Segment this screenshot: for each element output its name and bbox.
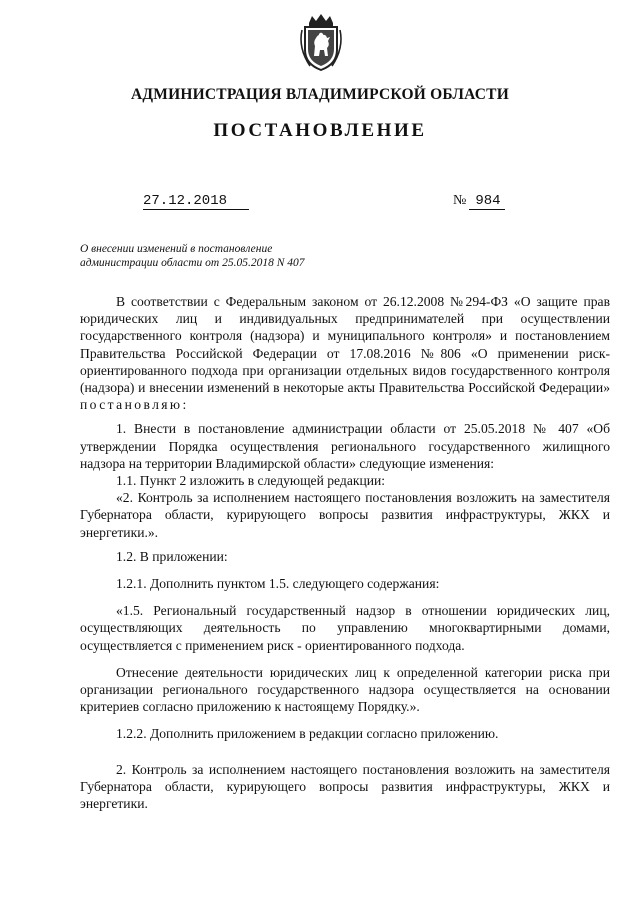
paragraph-1-2-1-quote-b: Отнесение деятельности юридических лиц к определенной категории риска при организации регионального государственного надзора осуществляется на основании критериев согласно приложению к настоящему Порядку.».	[80, 664, 610, 715]
document-subject	[80, 242, 380, 270]
document-type-title: ПОСТАНОВЛЕНИЕ	[213, 120, 427, 141]
paragraph-2: 2. Контроль за исполнением настоящего постановления возложить на заместителя Губернатора области, курирующего вопросы развития инфраструктуры, ЖКХ и энергетики.	[80, 761, 610, 812]
paragraph-1-1-quote: «2. Контроль за исполнением настоящего постановления возложить на заместителя Губернатора области, курирующего вопросы развития инфраструктуры, ЖКХ и энергетики.».	[80, 490, 610, 540]
organization-title: АДМИНИСТРАЦИЯ ВЛАДИМИРСКОЙ ОБЛАСТИ	[131, 86, 509, 103]
paragraph-1: 1. Внести в постановление администрации области от 25.05.2018 № 407 «Об утверждении Порядка осуществления регионального государственного жилищного надзора на территории Владимирской области» следующие изменения:	[80, 421, 610, 471]
paragraph-1-2: 1.2. В приложении:	[116, 548, 228, 564]
date-value: 27.12.2018	[143, 193, 249, 210]
preamble-keyword: постановляю:	[80, 397, 189, 413]
preamble-paragraph	[80, 293, 610, 413]
document-number	[453, 193, 505, 210]
paragraph-1-1: 1.1. Пункт 2 изложить в следующей редакции:	[116, 473, 386, 489]
subject-line-1: О внесении изменений в постановление	[80, 243, 273, 255]
paragraph-1-2-1: 1.2.1. Дополнить пунктом 1.5. следующего содержания:	[116, 576, 440, 592]
paragraph-1-2-1-quote-a: «1.5. Региональный государственный надзор в отношении юридических лиц, осуществляющих деятельность по управлению многоквартирными домами, осуществляется с применением риск - ориентированного подхода.	[80, 603, 610, 653]
number-value: 984	[469, 193, 504, 210]
coat-of-arms-icon	[296, 14, 346, 72]
number-symbol: №	[453, 193, 467, 208]
paragraph-1-2-2: 1.2.2. Дополнить приложением в редакции согласно приложению.	[116, 726, 499, 742]
preamble-text: В соответствии с Федеральным законом от 26.12.2008 №294-ФЗ «О защите прав юридических лиц и индивидуальных предпринимателей при осуществлении государственного контроля (надзора) и муниципального контроля» и постановлением Правительства Российской Федерации от 17.08.2016 №806 «О применении риск-ориентированного подхода при организации отдельных видов государственного контроля (надзора) и внесении изменений в некоторые акты Правительства Российской Федерации»	[80, 294, 610, 396]
document-body	[80, 293, 610, 812]
subject-line-2: администрации области от 25.05.2018 N 407	[80, 257, 305, 269]
document-date	[143, 193, 249, 210]
